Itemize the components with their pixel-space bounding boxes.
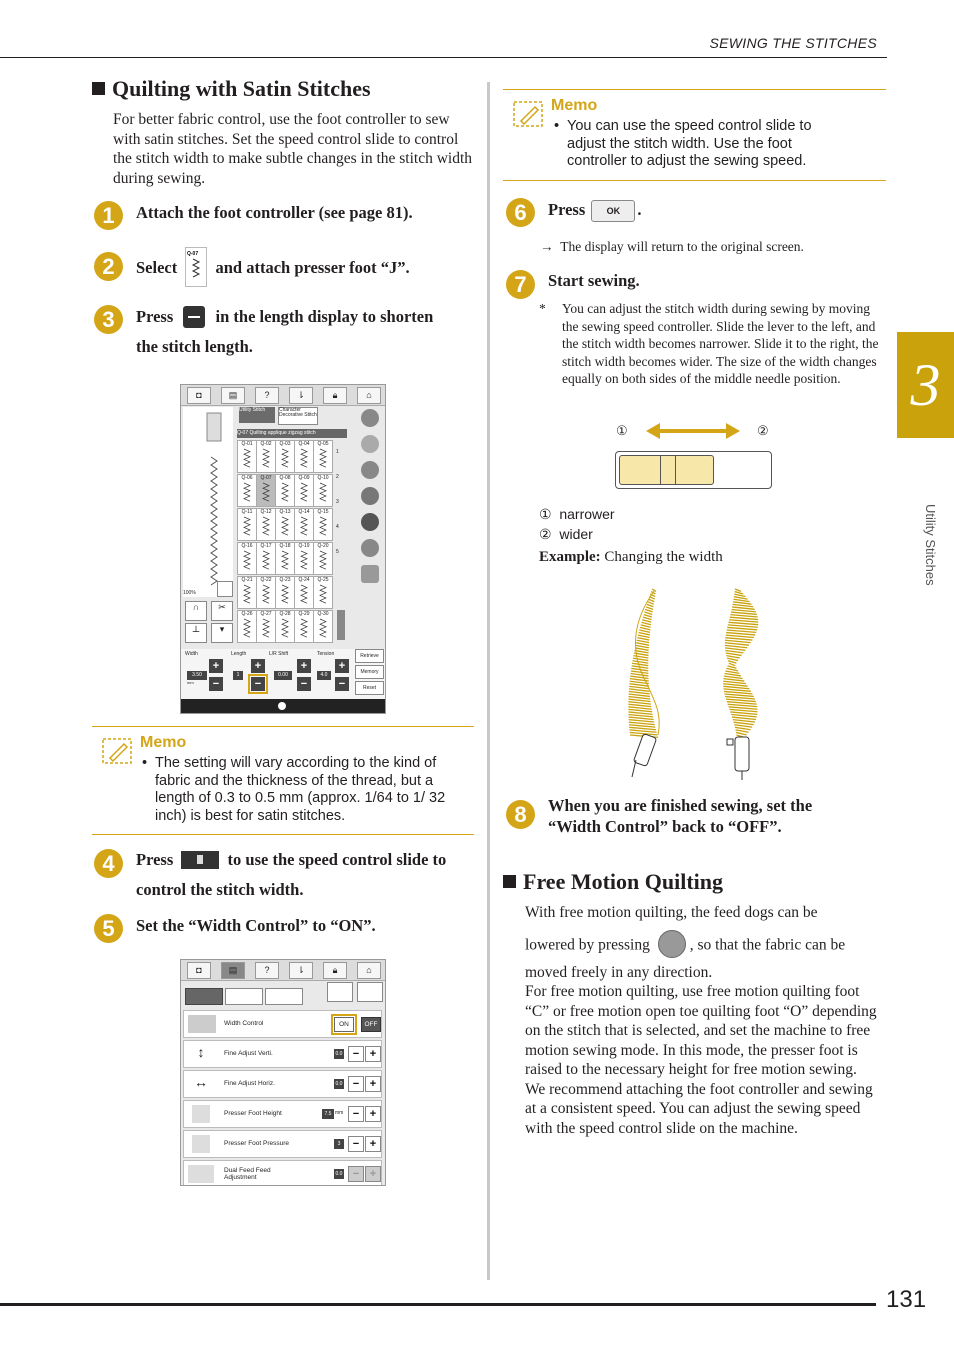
stitch-cell[interactable] bbox=[275, 474, 295, 507]
setting-row-presser-foot-pressure bbox=[183, 1130, 382, 1158]
setting-row-dual-feed bbox=[183, 1160, 382, 1186]
fmq-paragraph: With free motion quilting, the feed dogs can be lowered by pressing , so that the fabric can be moved freely in any direction. For free motion quilting, use free motion quilting foot “C” or free motion open toe quilting foot “O” depending on the stitch that is selected, and set the machine to free motion sewing mode. In this mode, the presser foot is raised to the necessary height for free motion sewing. We recommend attaching the foot controller and sewing at a consistent speed. You can adjust the sewing speed with the speed control slide on the machine. bbox=[525, 904, 877, 1137]
step-text: When you are finished sewing, set the “Width Control” back to “OFF”. bbox=[548, 796, 813, 836]
home-icon[interactable]: ⌂ bbox=[357, 387, 381, 404]
twin-needle-icon[interactable] bbox=[361, 487, 379, 505]
step-number: 3 bbox=[94, 305, 123, 334]
ok-button-icon: OK bbox=[591, 200, 635, 222]
plus-button[interactable]: + bbox=[365, 1046, 381, 1062]
stitch-code: Q-26 bbox=[241, 611, 253, 617]
stitch-glyph-icon bbox=[239, 583, 255, 605]
square-bullet-icon bbox=[503, 875, 516, 888]
memo-title: Memo bbox=[551, 97, 598, 114]
memory-button[interactable]: Memory bbox=[355, 665, 384, 679]
stitch-glyph-icon bbox=[239, 617, 255, 639]
width-plus-button[interactable]: + bbox=[209, 659, 223, 673]
scroll-bar[interactable] bbox=[337, 610, 345, 640]
stitch-code: Q-17 bbox=[260, 543, 272, 549]
stitch-code: Q-12 bbox=[260, 509, 272, 515]
stitch-cell[interactable] bbox=[313, 542, 333, 575]
stitch-code: Q-27 bbox=[260, 611, 272, 617]
lr-shift-label: L/R Shift bbox=[269, 651, 289, 657]
stitch-glyph-icon bbox=[239, 515, 255, 537]
length-plus-button[interactable]: + bbox=[251, 659, 265, 673]
minus-button[interactable]: − bbox=[348, 1136, 364, 1152]
stitch-cell[interactable] bbox=[313, 576, 333, 609]
minus-button[interactable]: − bbox=[348, 1166, 364, 1182]
stitch-glyph-icon bbox=[239, 549, 255, 571]
screen-toolbar bbox=[181, 385, 385, 406]
stitch-glyph-icon bbox=[277, 617, 293, 639]
double-arrow-icon bbox=[646, 422, 740, 440]
tab-general-settings[interactable] bbox=[225, 988, 263, 1005]
width-unit: mm bbox=[187, 680, 194, 685]
tab-character-decorative[interactable]: Character Decorative Stitch bbox=[278, 407, 318, 425]
presser-up-icon[interactable]: ∩ bbox=[185, 601, 207, 621]
step-number: 1 bbox=[94, 201, 123, 230]
plus-button[interactable]: + bbox=[365, 1076, 381, 1092]
step-result: → The display will return to the original screen. bbox=[540, 239, 804, 254]
plus-button[interactable]: + bbox=[365, 1166, 381, 1182]
step-text: Press OK . bbox=[548, 195, 642, 225]
setting-value: 0.0 bbox=[335, 1051, 343, 1057]
memo-pencil-icon bbox=[102, 738, 132, 764]
utility-stitch-screen bbox=[180, 384, 386, 714]
function-buttons bbox=[361, 409, 381, 569]
speed-control-slide[interactable] bbox=[615, 451, 772, 489]
stitch-cell[interactable] bbox=[313, 474, 333, 507]
stitch-cell[interactable] bbox=[275, 610, 295, 643]
width-value: 3.50 bbox=[187, 671, 207, 680]
stitch-cell[interactable] bbox=[313, 508, 333, 541]
setting-label: Width Control bbox=[224, 1020, 264, 1027]
memo-title: Memo bbox=[140, 734, 187, 751]
setting-row-fine-adjust-verti bbox=[183, 1040, 382, 1068]
side-numbers: 1 2 3 4 5 bbox=[336, 449, 339, 555]
needle-icon[interactable]: ⇂ bbox=[289, 387, 313, 404]
step-number: 4 bbox=[94, 849, 123, 878]
presser-foot-icon bbox=[192, 1135, 210, 1153]
stitch-cell[interactable] bbox=[294, 440, 314, 473]
stitch-grid bbox=[237, 440, 347, 648]
stitch-code: Q-13 bbox=[279, 509, 291, 515]
screen-toolbar bbox=[181, 960, 385, 981]
example-caption: Example: Changing the width bbox=[539, 549, 723, 565]
slider-legend: ① narrower ② wider bbox=[539, 506, 615, 542]
stitch-glyph-icon bbox=[239, 447, 255, 469]
screen-footer bbox=[181, 699, 385, 713]
tab-embroidery-settings[interactable] bbox=[265, 988, 303, 1005]
tab-sewing-settings[interactable] bbox=[185, 988, 223, 1005]
stitch-code: Q-23 bbox=[279, 577, 291, 583]
setting-value: 7.5 bbox=[322, 1109, 334, 1119]
camera-icon[interactable]: ◘ bbox=[187, 387, 211, 404]
feed-dog-button-icon bbox=[658, 930, 686, 958]
section-title-satin: Quilting with Satin Stitches bbox=[92, 76, 371, 102]
width-control-icon bbox=[188, 1015, 216, 1033]
minus-key-icon bbox=[183, 306, 205, 328]
header-rule bbox=[0, 57, 887, 58]
tension-label: Tension bbox=[317, 651, 335, 657]
plus-button[interactable]: + bbox=[365, 1136, 381, 1152]
stitch-code: Q-20 bbox=[317, 543, 329, 549]
stitch-code: Q-16 bbox=[241, 543, 253, 549]
stitch-cell[interactable] bbox=[237, 440, 257, 473]
pen-icon[interactable] bbox=[361, 539, 379, 557]
scissors-icon[interactable]: ✂ bbox=[211, 601, 233, 621]
mirror-icon[interactable] bbox=[361, 435, 379, 453]
home-icon[interactable]: ⌂ bbox=[357, 962, 381, 979]
stitch-code: Q-07 bbox=[260, 475, 272, 481]
setting-label: Dual Feed Feed Adjustment bbox=[224, 1167, 271, 1181]
length-minus-button[interactable]: − bbox=[251, 677, 265, 691]
stitch-code: Q-06 bbox=[241, 475, 253, 481]
stitch-code: Q-02 bbox=[260, 441, 272, 447]
help-icon[interactable]: ? bbox=[255, 387, 279, 404]
lock-icon[interactable]: 🔒︎ bbox=[323, 387, 347, 404]
stitch-cell[interactable] bbox=[294, 576, 314, 609]
stitch-key-icon bbox=[185, 247, 207, 287]
stitch-code: Q-28 bbox=[279, 611, 291, 617]
setting-unit: mm bbox=[335, 1110, 344, 1116]
slider-lever[interactable] bbox=[619, 455, 714, 485]
step-number: 6 bbox=[506, 198, 535, 227]
step-text: Start sewing. bbox=[548, 271, 640, 290]
memo-text: • The setting will vary according to the kind of fabric and the thickness of the thread, but a length of 0.3 to 0.5 mm (approx. 1/64 to 1/ 32 inch) is best for satin stitches. bbox=[142, 755, 446, 824]
reset-button[interactable]: Reset bbox=[355, 681, 384, 695]
stitch-code: Q-25 bbox=[317, 577, 329, 583]
step-number: 2 bbox=[94, 252, 123, 281]
settings-screen bbox=[180, 959, 386, 1186]
stitch-cell[interactable] bbox=[237, 508, 257, 541]
stitch-code: Q-04 bbox=[298, 441, 310, 447]
tension-plus-button[interactable]: + bbox=[335, 659, 349, 673]
chapter-side-label: Utility Stitches bbox=[923, 504, 938, 586]
stitch-glyph-icon bbox=[296, 447, 312, 469]
stitch-code: Q-09 bbox=[298, 475, 310, 481]
stitch-glyph-icon bbox=[239, 481, 255, 503]
minus-button[interactable]: − bbox=[348, 1046, 364, 1062]
stitch-glyph-icon bbox=[296, 617, 312, 639]
mirror-horizontal-icon[interactable] bbox=[361, 461, 379, 479]
step-text: Select Q-07 and attach presser foot “J”. bbox=[136, 249, 410, 289]
stitch-glyph-icon bbox=[315, 549, 331, 571]
stitch-glyph-icon bbox=[315, 447, 331, 469]
stitch-code: Q-19 bbox=[298, 543, 310, 549]
stitch-cell[interactable] bbox=[256, 508, 276, 541]
stitch-glyph-icon bbox=[277, 447, 293, 469]
width-minus-button[interactable]: − bbox=[209, 677, 223, 691]
stitch-glyph-icon bbox=[258, 515, 274, 537]
stitch-code: Q-18 bbox=[279, 543, 291, 549]
stitch-code: Q-08 bbox=[279, 475, 291, 481]
vertical-arrow-icon: ↕ bbox=[197, 1044, 205, 1060]
stitch-cell[interactable] bbox=[275, 508, 295, 541]
stitch-code: Q-29 bbox=[298, 611, 310, 617]
stitch-glyph-icon bbox=[296, 515, 312, 537]
stitch-width-icon[interactable] bbox=[361, 513, 379, 531]
step-text: Press in the length display to shorten the stitch length. bbox=[136, 307, 434, 356]
stop-icon[interactable] bbox=[217, 581, 233, 597]
step-note: * You can adjust the stitch width during sewing by moving the sewing speed controller. Slide the lever to the left, and the stitch width becomes narrower. Slide it to the right, the stitch width becomes wider. The size of the width changes equally on both sides of the middle needle position. bbox=[539, 301, 879, 386]
width-control-on-button[interactable]: ON bbox=[334, 1017, 354, 1032]
lr-minus-button[interactable]: − bbox=[297, 677, 311, 691]
stitch-code: Q-15 bbox=[317, 509, 329, 515]
stitch-glyph-icon bbox=[258, 447, 274, 469]
step-text: Press to use the speed control slide to control the stitch width. bbox=[136, 850, 447, 899]
length-label: Length bbox=[231, 651, 247, 657]
minus-button[interactable]: − bbox=[348, 1106, 364, 1122]
memo-text: • You can use the speed control slide to adjust the stitch width. Use the foot controller to adjust the sewing speed. bbox=[554, 118, 812, 169]
stitch-cell[interactable] bbox=[294, 610, 314, 643]
slider-label-right: ② bbox=[757, 423, 769, 438]
square-bullet-icon bbox=[92, 82, 105, 95]
slider-label-left: ① bbox=[616, 423, 628, 438]
lr-shift-value: 0.00 bbox=[274, 671, 292, 680]
stitch-glyph-icon bbox=[277, 549, 293, 571]
stitch-glyph-icon bbox=[258, 617, 274, 639]
column-divider bbox=[487, 82, 490, 1280]
horizontal-arrow-icon: ↔ bbox=[194, 1074, 208, 1090]
file-icon[interactable] bbox=[361, 565, 379, 583]
chapter-tab: 3 bbox=[897, 332, 954, 438]
tab-utility-stitch[interactable]: Utility Stitch bbox=[239, 407, 275, 423]
lock-icon[interactable]: 🔒︎ bbox=[323, 962, 347, 979]
stitch-cell[interactable] bbox=[256, 610, 276, 643]
stitch-glyph-icon bbox=[296, 583, 312, 605]
stitch-glyph-icon bbox=[315, 515, 331, 537]
stitch-cell[interactable] bbox=[256, 474, 276, 507]
presser-foot-icon bbox=[192, 1105, 210, 1123]
stitch-glyph-icon bbox=[258, 549, 274, 571]
help-icon[interactable]: ? bbox=[255, 962, 279, 979]
plus-button[interactable]: + bbox=[365, 1106, 381, 1122]
setting-row-width-control bbox=[183, 1010, 382, 1038]
stitch-cell[interactable] bbox=[237, 576, 257, 609]
machine-icon[interactable] bbox=[357, 982, 383, 1002]
stitch-code: Q-21 bbox=[241, 577, 253, 583]
settings-key-icon bbox=[181, 851, 219, 869]
step-number: 5 bbox=[94, 914, 123, 943]
needle-stop-icon[interactable]: ⊥ bbox=[185, 623, 207, 643]
stitch-cell[interactable] bbox=[237, 474, 257, 507]
camera-icon[interactable]: ◘ bbox=[187, 962, 211, 979]
intro-paragraph: For better fabric control, use the foot controller to sew with satin stitches. Set the speed control slide to control the stitch width to make subtle changes in the stitch width during sewing. bbox=[113, 111, 473, 187]
stitch-glyph-icon bbox=[315, 583, 331, 605]
setting-label: Presser Foot Height bbox=[224, 1110, 282, 1117]
stitch-glyph-icon bbox=[277, 481, 293, 503]
setting-label: Presser Foot Pressure bbox=[224, 1140, 290, 1147]
length-value: 1 bbox=[233, 671, 243, 680]
stitch-code: Q-24 bbox=[298, 577, 310, 583]
setting-value: 0.0 bbox=[335, 1171, 343, 1177]
stitch-cell[interactable] bbox=[294, 542, 314, 575]
stitch-code: Q-22 bbox=[260, 577, 272, 583]
stitch-settings-bar bbox=[181, 649, 385, 699]
svg-text:Q-07: Q-07 bbox=[187, 251, 199, 257]
clock-icon bbox=[278, 702, 286, 710]
step-text: Attach the foot controller (see page 81). bbox=[136, 203, 413, 222]
stitch-code: Q-05 bbox=[317, 441, 329, 447]
satin-stitch-illustration bbox=[620, 585, 780, 780]
page-icon[interactable]: ▤ bbox=[221, 962, 245, 979]
stitch-code: Q-14 bbox=[298, 509, 310, 515]
stitch-code: Q-30 bbox=[317, 611, 329, 617]
width-label: Width bbox=[185, 651, 198, 657]
setting-value: 0.0 bbox=[335, 1081, 343, 1087]
stitch-title-bar: Q-07 Quilting applique zigzag stitch bbox=[237, 429, 347, 438]
needle-icon[interactable]: ⇂ bbox=[289, 962, 313, 979]
memo-pencil-icon bbox=[513, 101, 543, 127]
stitch-cell[interactable] bbox=[256, 440, 276, 473]
stitch-glyph-icon bbox=[315, 481, 331, 503]
tension-minus-button[interactable]: − bbox=[335, 677, 349, 691]
setting-row-fine-adjust-horiz bbox=[183, 1070, 382, 1098]
page-number: 131 bbox=[886, 1286, 927, 1313]
stitch-glyph-icon bbox=[258, 481, 274, 503]
step-number: 8 bbox=[506, 800, 535, 829]
setting-row-presser-foot-height bbox=[183, 1100, 382, 1128]
stitch-cell[interactable] bbox=[237, 610, 257, 643]
stitch-code: Q-01 bbox=[241, 441, 253, 447]
step-number: 7 bbox=[506, 270, 535, 299]
lr-plus-button[interactable]: + bbox=[297, 659, 311, 673]
footer-rule bbox=[0, 1303, 876, 1306]
width-control-off-button[interactable]: OFF bbox=[361, 1017, 381, 1032]
page-icon[interactable]: ▤ bbox=[221, 387, 245, 404]
running-title: SEWING THE STITCHES bbox=[709, 35, 877, 51]
stitch-cell[interactable] bbox=[275, 440, 295, 473]
minus-button[interactable]: − bbox=[348, 1076, 364, 1092]
setting-label: Fine Adjust Verti. bbox=[224, 1050, 273, 1057]
stitch-cell[interactable] bbox=[256, 576, 276, 609]
stitch-code: Q-10 bbox=[317, 475, 329, 481]
stitch-glyph-icon bbox=[277, 515, 293, 537]
stitch-cell[interactable] bbox=[313, 610, 333, 643]
dual-feed-icon bbox=[188, 1165, 214, 1183]
stitch-cell[interactable] bbox=[275, 542, 295, 575]
stitch-cell[interactable] bbox=[294, 474, 314, 507]
stitch-preview bbox=[183, 407, 233, 597]
setting-value: 3 bbox=[334, 1139, 344, 1149]
stitch-code: Q-11 bbox=[241, 509, 253, 515]
stitch-cell[interactable] bbox=[313, 440, 333, 473]
stitch-glyph-icon bbox=[296, 549, 312, 571]
stitch-code: Q-03 bbox=[279, 441, 291, 447]
percent-label: 100% bbox=[183, 590, 196, 596]
section-title-free-motion: Free Motion Quilting bbox=[503, 869, 723, 895]
setting-label: Fine Adjust Horiz. bbox=[224, 1080, 275, 1087]
stitch-cell[interactable] bbox=[237, 542, 257, 575]
stitch-glyph-icon bbox=[315, 617, 331, 639]
tension-value: 4.0 bbox=[317, 671, 331, 680]
retrieve-button[interactable]: Retrieve bbox=[355, 649, 384, 663]
stitch-glyph-icon bbox=[277, 583, 293, 605]
reverse-icon[interactable]: ▾ bbox=[211, 623, 233, 643]
stitch-cell[interactable] bbox=[294, 508, 314, 541]
stitch-glyph-icon bbox=[258, 583, 274, 605]
save-icon[interactable] bbox=[327, 982, 353, 1002]
stitch-cell[interactable] bbox=[256, 542, 276, 575]
step-text: Set the “Width Control” to “ON”. bbox=[136, 916, 376, 935]
needle-position-icon[interactable] bbox=[361, 409, 379, 427]
stitch-cell[interactable] bbox=[275, 576, 295, 609]
stitch-glyph-icon bbox=[296, 481, 312, 503]
